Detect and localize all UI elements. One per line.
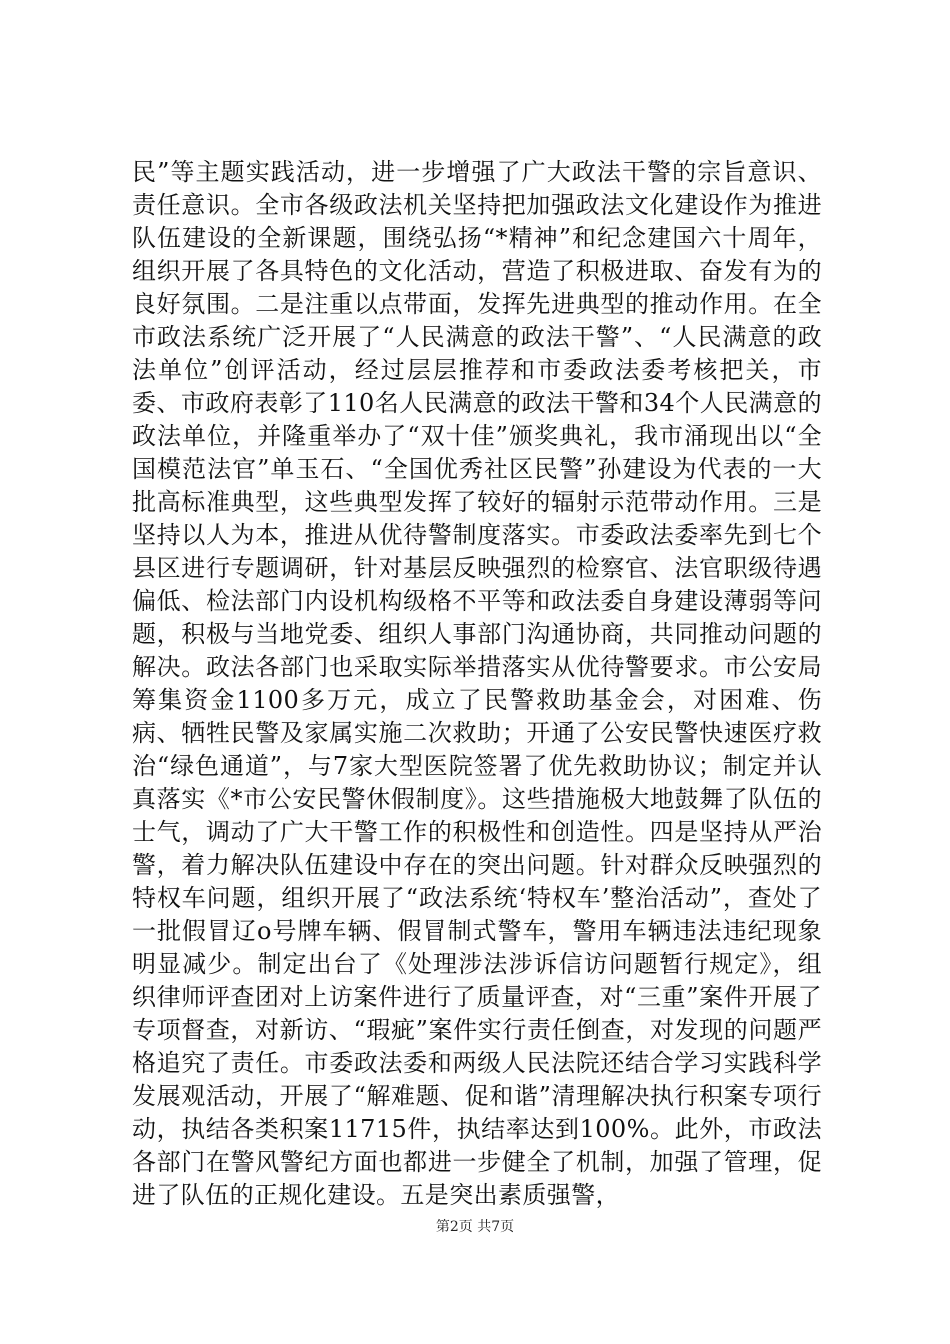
body-paragraph: 民”等主题实践活动，进一步增强了广大政法干警的宗旨意识、责任意识。全市各级政法机关坚持把加强政法文化建设作为推进队伍建设的全新课题，围绕弘扬“*精神”和纪念建国六十周年，组织开展了各具特色的文化活动，营造了积极进取、奋发有为的良好氛围。二是注重以点带面，发挥先进典型的推动作用。在全市政法系统广泛开展了“人民满意的政法干警”、“人民满意的政法单位”创评活动，经过层层推荐和市委政法委考核把关，市委、市政府表彰了110名人民满意的政法干警和34个人民满意的政法单位，并隆重举办了“双十佳”颁奖典礼，我市涌现出以“全国模范法官”单玉石、“全国优秀社区民警”孙建设为代表的一大批高标准典型，这些典型发挥了较好的辐射示范带动作用。三是坚持以人为本，推进从优待警制度落实。市委政法委率先到七个县区进行专题调研，针对基层反映强烈的检察官、法官职级待遇偏低、检法部门内设机构级格不平等和政法委自身建设薄弱等问题，积极与当地党委、组织人事部门沟通协商，共同推动问题的解决。政法各部门也采取实际举措落实从优待警要求。市公安局筹集资金1100多万元，成立了民警救助基金会，对困难、伤病、牺牲民警及家属实施二次救助；开通了公安民警快速医疗救治“绿色通道”，与7家大型医院签署了优先救助协议；制定并认真落实《*市公安民警休假制度》。这些措施极大地鼓舞了队伍的士气，调动了广大干警工作的积极性和创造性。四是坚持从严治警，着力解决队伍建设中存在的突出问题。针对群众反映强烈的特权车问题，组织开展了“政法系统‘特权车’整治活动”，查处了一批假冒辽o号牌车辆、假冒制式警车，警用车辆违法违纪现象明显减少。制定出台了《处理涉法涉诉信访问题暂行规定》，组织律师评查团对上访案件进行了质量评查，对“三重”案件开展了专项督查，对新访、“瑕疵”案件实行责任倒查，对发现的问题严格追究了责任。市委政法委和两级人民法院还结合学习实践科学发展观活动，开展了“解难题、促和谐”清理解决执行积案专项行动，执结各类积案11715件，执结率达到100%。此外，市政法各部门在警风警纪方面也都进一步健全了机制，加强了管理，促进了队伍的正规化建设。五是突出素质强警， <box>132 158 822 1209</box>
page-number-footer: 第2页 共7页 <box>435 1219 515 1235</box>
